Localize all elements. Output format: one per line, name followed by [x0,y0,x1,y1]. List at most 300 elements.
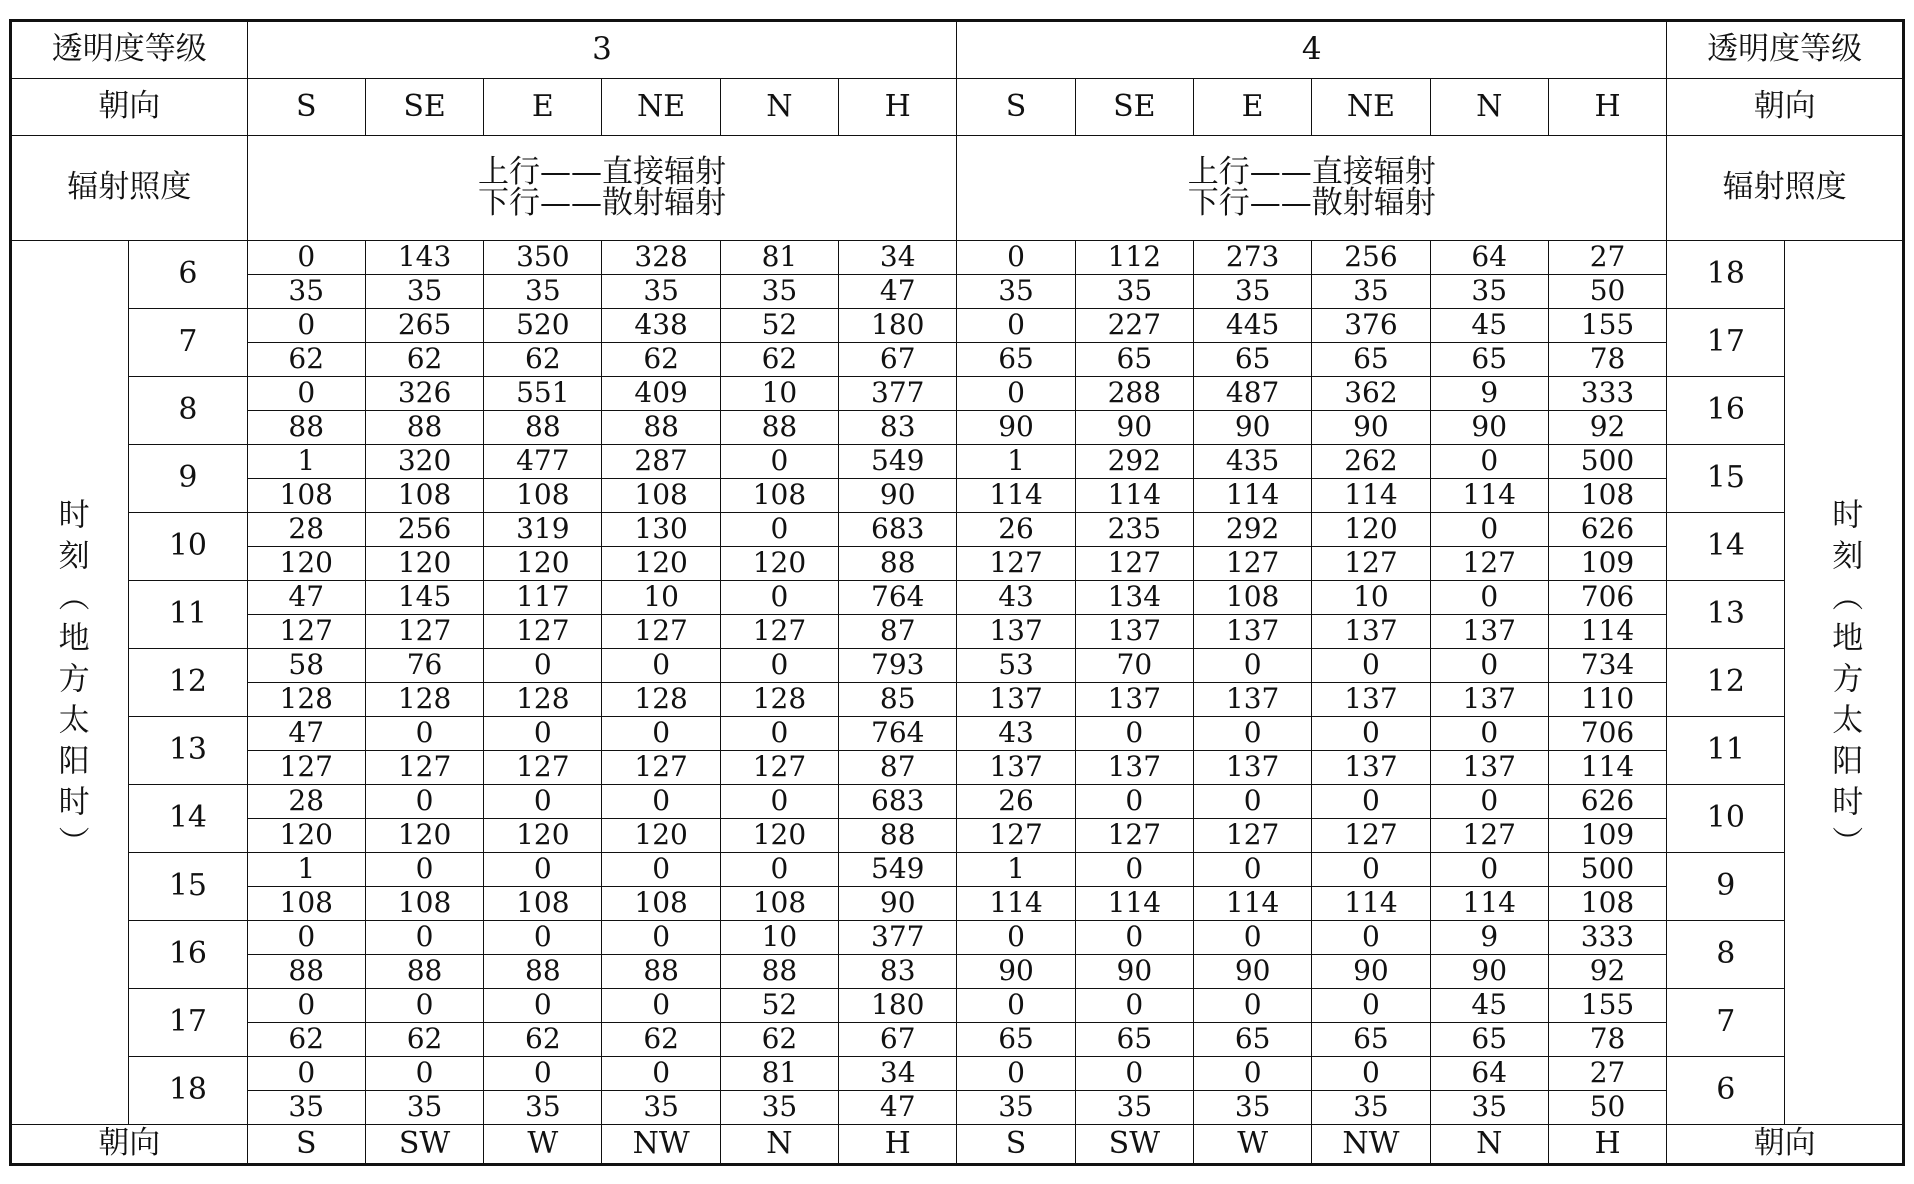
footer-orientation-cell: SW [1075,1124,1193,1164]
diffuse-value-cell: 137 [1430,750,1548,784]
direct-value-cell: 0 [484,988,602,1022]
direct-value-cell: 10 [602,580,720,614]
direct-value-cell: 47 [247,580,365,614]
table-row-diffuse [11,1022,1904,1056]
direct-value-cell: 477 [484,444,602,478]
diffuse-value-cell: 127 [957,818,1075,852]
direct-value-cell: 734 [1548,648,1666,682]
footer-orientation-cell: N [720,1124,838,1164]
diffuse-value-cell: 120 [602,546,720,580]
diffuse-value-cell: 35 [957,274,1075,308]
direct-value-cell: 27 [1548,1056,1666,1090]
diffuse-value-cell: 127 [1193,818,1311,852]
direct-value-cell: 0 [484,852,602,886]
footer-orientation-cell: W [1193,1124,1311,1164]
direct-value-cell: 0 [1312,852,1430,886]
diffuse-value-cell: 35 [247,274,365,308]
direct-value-cell: 319 [484,512,602,546]
diffuse-value-cell: 85 [839,682,957,716]
grade-label-right: 透明度等级 [1667,20,1904,78]
direct-value-cell: 0 [1430,512,1548,546]
direct-value-cell: 0 [1075,920,1193,954]
diffuse-value-cell: 88 [839,818,957,852]
hour-cell-right: 14 [1667,512,1785,580]
direct-value-cell: 328 [602,240,720,274]
orientation-cell: N [1430,78,1548,135]
diffuse-value-cell: 127 [247,614,365,648]
diffuse-value-cell: 62 [365,1022,483,1056]
diffuse-value-cell: 114 [1430,886,1548,920]
diffuse-value-cell: 114 [1075,478,1193,512]
diffuse-value-cell: 65 [1193,342,1311,376]
table-row-direct [11,784,1904,818]
direct-value-cell: 706 [1548,580,1666,614]
direct-value-cell: 0 [957,240,1075,274]
hour-cell-right: 15 [1667,444,1785,512]
table-row-direct [11,444,1904,478]
direct-value-cell: 34 [839,1056,957,1090]
diffuse-value-cell: 127 [602,750,720,784]
table-row-diffuse [11,546,1904,580]
orientation-cell: N [720,78,838,135]
diffuse-value-cell: 78 [1548,342,1666,376]
hour-cell-right: 9 [1667,852,1785,920]
diffuse-value-cell: 127 [484,614,602,648]
orientation-cell: E [484,78,602,135]
diffuse-value-cell: 108 [1548,478,1666,512]
table-row-diffuse [11,750,1904,784]
direct-value-cell: 0 [1075,716,1193,750]
direct-value-cell: 0 [1430,852,1548,886]
diffuse-value-cell: 128 [247,682,365,716]
footer-orientation-cell: NW [1312,1124,1430,1164]
hour-cell-left: 17 [129,988,247,1056]
table-row-diffuse [11,1090,1904,1124]
diffuse-value-cell: 120 [247,546,365,580]
orientation-cell: NE [1312,78,1430,135]
direct-value-cell: 262 [1312,444,1430,478]
diffuse-value-cell: 90 [1430,410,1548,444]
hour-cell-right: 12 [1667,648,1785,716]
diffuse-value-cell: 88 [839,546,957,580]
diffuse-value-cell: 35 [720,274,838,308]
direct-value-cell: 0 [720,580,838,614]
diffuse-value-cell: 88 [365,410,483,444]
diffuse-value-cell: 88 [720,410,838,444]
direct-value-cell: 288 [1075,376,1193,410]
diffuse-value-cell: 65 [957,342,1075,376]
diffuse-value-cell: 35 [720,1090,838,1124]
irradiance-label-right: 辐射照度 [1667,135,1904,240]
hour-cell-right: 13 [1667,580,1785,648]
diffuse-value-cell: 120 [365,546,483,580]
direct-value-cell: 1 [247,852,365,886]
diffuse-value-cell: 62 [602,342,720,376]
diffuse-value-cell: 35 [1075,1090,1193,1124]
direct-value-cell: 764 [839,716,957,750]
direct-value-cell: 487 [1193,376,1311,410]
direct-value-cell: 0 [602,716,720,750]
solar-radiation-table [9,19,1905,1166]
irradiance-label-left: 辐射照度 [11,135,248,240]
direct-value-cell: 626 [1548,512,1666,546]
direct-value-cell: 0 [1430,716,1548,750]
direct-value-cell: 64 [1430,240,1548,274]
footer-orientation-cell: S [247,1124,365,1164]
diffuse-value-cell: 65 [1075,1022,1193,1056]
diffuse-value-cell: 127 [1312,546,1430,580]
direct-value-cell: 145 [365,580,483,614]
diffuse-value-cell: 137 [1430,682,1548,716]
diffuse-value-cell: 88 [484,954,602,988]
hour-cell-right: 11 [1667,716,1785,784]
diffuse-value-cell: 65 [957,1022,1075,1056]
diffuse-value-cell: 65 [1312,1022,1430,1056]
legend-note-grade-3 [247,135,957,240]
table-row-diffuse [11,886,1904,920]
footer-orientation-cell: S [957,1124,1075,1164]
direct-value-cell: 0 [1193,988,1311,1022]
direct-value-cell: 0 [484,716,602,750]
direct-value-cell: 0 [1193,920,1311,954]
direct-value-cell: 265 [365,308,483,342]
direct-value-cell: 0 [957,920,1075,954]
direct-value-cell: 58 [247,648,365,682]
diffuse-value-cell: 127 [365,614,483,648]
direct-value-cell: 45 [1430,308,1548,342]
diffuse-value-cell: 108 [720,886,838,920]
direct-value-cell: 0 [247,240,365,274]
hour-cell-left: 14 [129,784,247,852]
orientation-cell: SE [365,78,483,135]
direct-value-cell: 0 [247,376,365,410]
diffuse-value-cell: 88 [484,410,602,444]
diffuse-value-cell: 65 [1193,1022,1311,1056]
diffuse-value-cell: 114 [957,886,1075,920]
direct-value-cell: 43 [957,716,1075,750]
diffuse-value-cell: 62 [247,342,365,376]
diffuse-value-cell: 62 [484,1022,602,1056]
diffuse-value-cell: 109 [1548,818,1666,852]
footer-orientation-cell: NW [602,1124,720,1164]
table-row-diffuse [11,682,1904,716]
diffuse-value-cell: 88 [602,954,720,988]
diffuse-value-cell: 120 [365,818,483,852]
orientation-row [11,78,1904,135]
direct-value-cell: 0 [247,988,365,1022]
direct-value-cell: 134 [1075,580,1193,614]
direct-value-cell: 0 [602,852,720,886]
direct-value-cell: 445 [1193,308,1311,342]
diffuse-value-cell: 35 [1193,1090,1311,1124]
diffuse-value-cell: 127 [1075,546,1193,580]
table-row-direct [11,512,1904,546]
direct-value-cell: 292 [1193,512,1311,546]
direct-value-cell: 0 [1312,988,1430,1022]
diffuse-value-cell: 87 [839,614,957,648]
direct-value-cell: 326 [365,376,483,410]
diffuse-value-cell: 90 [839,886,957,920]
table-row-diffuse [11,342,1904,376]
direct-value-cell: 10 [1312,580,1430,614]
direct-value-cell: 0 [720,444,838,478]
diffuse-value-cell: 35 [1430,274,1548,308]
diffuse-value-cell: 137 [957,614,1075,648]
grade-3-header: 3 [247,20,957,78]
direct-value-cell: 0 [1312,920,1430,954]
direct-value-cell: 706 [1548,716,1666,750]
direct-value-cell: 0 [720,716,838,750]
direct-value-cell: 52 [720,308,838,342]
grade-row [11,20,1904,78]
diffuse-value-cell: 35 [1312,1090,1430,1124]
direct-value-cell: 435 [1193,444,1311,478]
diffuse-value-cell: 120 [247,818,365,852]
direct-value-cell: 53 [957,648,1075,682]
hour-cell-left: 8 [129,376,247,444]
diffuse-value-cell: 127 [1193,546,1311,580]
diffuse-value-cell: 90 [1075,410,1193,444]
diffuse-value-cell: 114 [1075,886,1193,920]
diffuse-value-cell: 108 [365,478,483,512]
hour-cell-left: 18 [129,1056,247,1124]
direct-value-cell: 0 [1312,784,1430,818]
diffuse-value-cell: 90 [1312,410,1430,444]
hour-cell-right: 8 [1667,920,1785,988]
diffuse-value-cell: 35 [602,274,720,308]
diffuse-value-cell: 108 [365,886,483,920]
diffuse-value-cell: 90 [1075,954,1193,988]
hour-cell-left: 7 [129,308,247,376]
footer-orientation-row [11,1124,1904,1164]
diffuse-value-cell: 114 [1193,478,1311,512]
direct-value-cell: 0 [1193,1056,1311,1090]
legend-line-diffuse: 下行——散射辐射 [1187,184,1436,221]
diffuse-value-cell: 137 [1312,682,1430,716]
diffuse-value-cell: 128 [365,682,483,716]
table-row-direct [11,376,1904,410]
direct-value-cell: 0 [957,376,1075,410]
diffuse-value-cell: 87 [839,750,957,784]
direct-value-cell: 45 [1430,988,1548,1022]
direct-value-cell: 0 [1075,988,1193,1022]
hour-cell-left: 13 [129,716,247,784]
direct-value-cell: 0 [1430,580,1548,614]
direct-value-cell: 0 [365,1056,483,1090]
direct-value-cell: 256 [365,512,483,546]
table-row-diffuse [11,410,1904,444]
direct-value-cell: 227 [1075,308,1193,342]
direct-value-cell: 155 [1548,308,1666,342]
table-row-direct [11,716,1904,750]
direct-value-cell: 0 [1193,852,1311,886]
direct-value-cell: 683 [839,512,957,546]
direct-value-cell: 0 [1075,852,1193,886]
diffuse-value-cell: 128 [602,682,720,716]
direct-value-cell: 0 [1430,444,1548,478]
diffuse-value-cell: 50 [1548,1090,1666,1124]
diffuse-value-cell: 137 [1075,682,1193,716]
diffuse-value-cell: 67 [839,342,957,376]
direct-value-cell: 28 [247,512,365,546]
diffuse-value-cell: 35 [957,1090,1075,1124]
diffuse-value-cell: 110 [1548,682,1666,716]
direct-value-cell: 76 [365,648,483,682]
orientation-cell: S [957,78,1075,135]
diffuse-value-cell: 108 [484,886,602,920]
hour-cell-left: 10 [129,512,247,580]
footer-orientation-cell: SW [365,1124,483,1164]
diffuse-value-cell: 137 [1075,750,1193,784]
table-row-direct [11,920,1904,954]
direct-value-cell: 273 [1193,240,1311,274]
diffuse-value-cell: 127 [1430,546,1548,580]
direct-value-cell: 120 [1312,512,1430,546]
diffuse-value-cell: 88 [247,410,365,444]
direct-value-cell: 10 [720,920,838,954]
direct-value-cell: 0 [1312,1056,1430,1090]
direct-value-cell: 27 [1548,240,1666,274]
diffuse-value-cell: 83 [839,954,957,988]
footer-orientation-cell: W [484,1124,602,1164]
table-row-diffuse [11,818,1904,852]
direct-value-cell: 1 [957,444,1075,478]
direct-value-cell: 292 [1075,444,1193,478]
direct-value-cell: 683 [839,784,957,818]
direct-value-cell: 0 [365,852,483,886]
direct-value-cell: 0 [957,308,1075,342]
direct-value-cell: 0 [1430,648,1548,682]
direct-value-cell: 0 [1193,784,1311,818]
direct-value-cell: 409 [602,376,720,410]
footer-orientation-label-right: 朝向 [1667,1124,1904,1164]
irradiance-row [11,135,1904,240]
direct-value-cell: 0 [1312,716,1430,750]
diffuse-value-cell: 120 [484,546,602,580]
time-label-right: 时刻（地方太阳时） [1785,240,1904,1124]
diffuse-value-cell: 90 [1312,954,1430,988]
direct-value-cell: 28 [247,784,365,818]
diffuse-value-cell: 67 [839,1022,957,1056]
diffuse-value-cell: 62 [247,1022,365,1056]
direct-value-cell: 9 [1430,376,1548,410]
direct-value-cell: 155 [1548,988,1666,1022]
orientation-cell: S [247,78,365,135]
diffuse-value-cell: 114 [1193,886,1311,920]
direct-value-cell: 52 [720,988,838,1022]
direct-value-cell: 520 [484,308,602,342]
diffuse-value-cell: 120 [484,818,602,852]
diffuse-value-cell: 137 [1193,682,1311,716]
direct-value-cell: 0 [720,784,838,818]
diffuse-value-cell: 137 [1430,614,1548,648]
direct-value-cell: 500 [1548,852,1666,886]
direct-value-cell: 26 [957,784,1075,818]
diffuse-value-cell: 90 [957,410,1075,444]
direct-value-cell: 34 [839,240,957,274]
direct-value-cell: 180 [839,308,957,342]
orientation-cell: H [1548,78,1666,135]
direct-value-cell: 438 [602,308,720,342]
direct-value-cell: 0 [957,988,1075,1022]
diffuse-value-cell: 62 [720,1022,838,1056]
direct-value-cell: 0 [602,1056,720,1090]
hour-cell-right: 18 [1667,240,1785,308]
direct-value-cell: 117 [484,580,602,614]
diffuse-value-cell: 127 [365,750,483,784]
direct-value-cell: 764 [839,580,957,614]
direct-value-cell: 626 [1548,784,1666,818]
direct-value-cell: 0 [720,648,838,682]
table-row-direct [11,580,1904,614]
direct-value-cell: 64 [1430,1056,1548,1090]
diffuse-value-cell: 92 [1548,954,1666,988]
direct-value-cell: 333 [1548,920,1666,954]
orientation-label-right: 朝向 [1667,78,1904,135]
diffuse-value-cell: 108 [1548,886,1666,920]
orientation-cell: E [1193,78,1311,135]
direct-value-cell: 377 [839,376,957,410]
diffuse-value-cell: 35 [1193,274,1311,308]
direct-value-cell: 0 [247,920,365,954]
direct-value-cell: 0 [1193,716,1311,750]
diffuse-value-cell: 108 [602,478,720,512]
orientation-label-left: 朝向 [11,78,248,135]
direct-value-cell: 0 [602,648,720,682]
diffuse-value-cell: 62 [365,342,483,376]
hour-cell-left: 11 [129,580,247,648]
diffuse-value-cell: 90 [839,478,957,512]
direct-value-cell: 0 [365,988,483,1022]
hour-cell-left: 9 [129,444,247,512]
direct-value-cell: 81 [720,240,838,274]
direct-value-cell: 180 [839,988,957,1022]
direct-value-cell: 112 [1075,240,1193,274]
legend-line-direct: 上行——直接辐射 [1187,153,1436,190]
diffuse-value-cell: 78 [1548,1022,1666,1056]
direct-value-cell: 551 [484,376,602,410]
diffuse-value-cell: 35 [247,1090,365,1124]
diffuse-value-cell: 62 [484,342,602,376]
hour-cell-left: 16 [129,920,247,988]
diffuse-value-cell: 127 [720,750,838,784]
diffuse-value-cell: 137 [1312,614,1430,648]
hour-cell-right: 7 [1667,988,1785,1056]
diffuse-value-cell: 108 [247,478,365,512]
diffuse-value-cell: 127 [1430,818,1548,852]
direct-value-cell: 47 [247,716,365,750]
direct-value-cell: 0 [720,512,838,546]
direct-value-cell: 0 [484,648,602,682]
diffuse-value-cell: 127 [1075,818,1193,852]
diffuse-value-cell: 47 [839,274,957,308]
diffuse-value-cell: 137 [1075,614,1193,648]
diffuse-value-cell: 35 [1312,274,1430,308]
direct-value-cell: 256 [1312,240,1430,274]
hour-cell-right: 16 [1667,376,1785,444]
diffuse-value-cell: 120 [720,818,838,852]
table-row-diffuse [11,274,1904,308]
table-row-direct [11,240,1904,274]
diffuse-value-cell: 137 [1193,750,1311,784]
diffuse-value-cell: 62 [720,342,838,376]
table-row-direct [11,988,1904,1022]
hour-cell-right: 6 [1667,1056,1785,1124]
diffuse-value-cell: 65 [1430,342,1548,376]
diffuse-value-cell: 65 [1075,342,1193,376]
direct-value-cell: 0 [1430,784,1548,818]
diffuse-value-cell: 35 [365,274,483,308]
